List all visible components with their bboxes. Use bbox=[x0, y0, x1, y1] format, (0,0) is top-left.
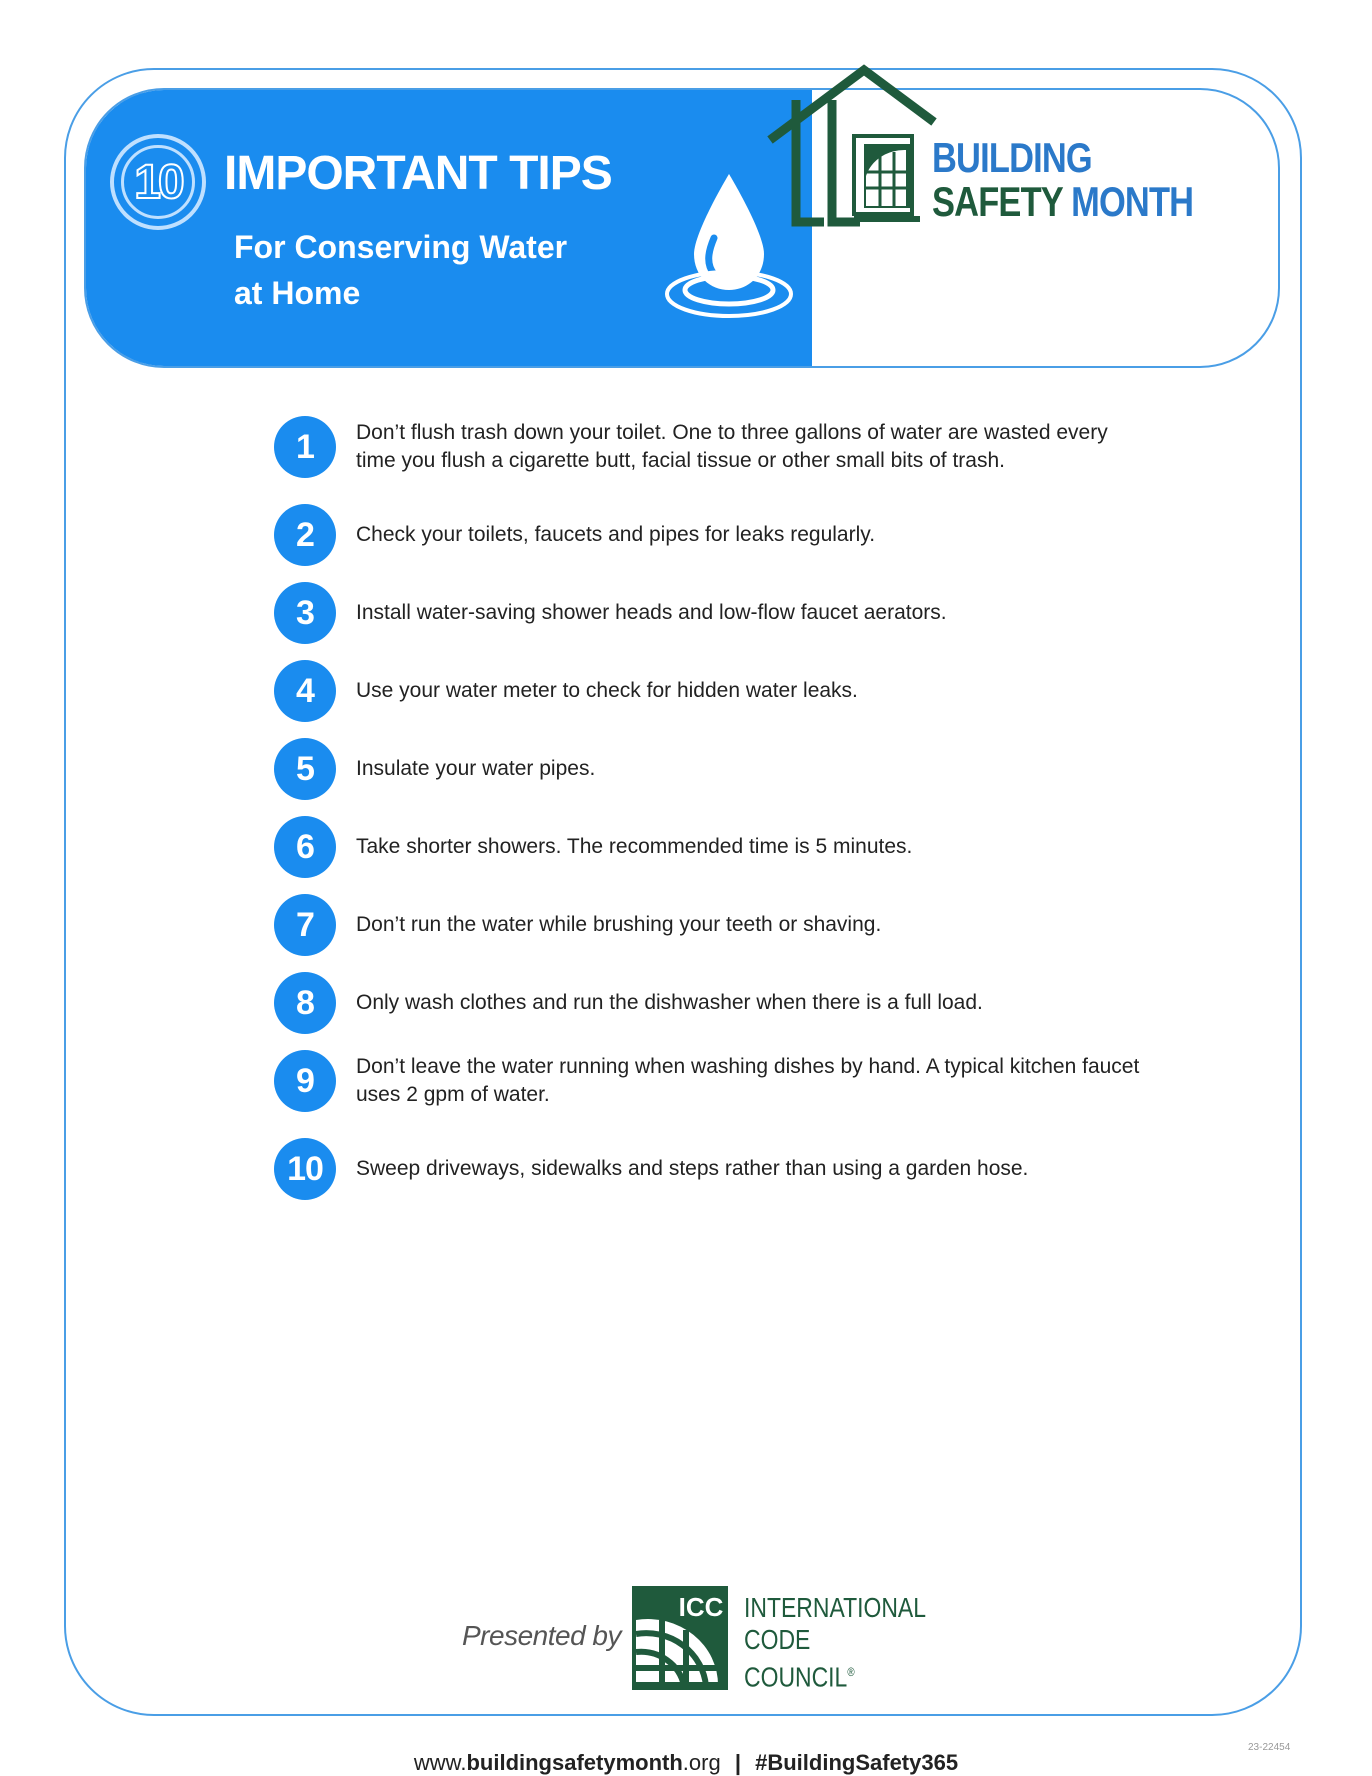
tip-number-badge: 10 bbox=[274, 1138, 336, 1200]
icc-wordmark bbox=[744, 1592, 926, 1693]
tip-text: Only wash clothes and run the dishwasher when there is a full load. bbox=[356, 991, 983, 1014]
tip-text: Take shorter showers. The recommended time is 5 minutes. bbox=[356, 835, 913, 858]
tip-number-badge: 4 bbox=[274, 660, 336, 722]
document-number: 23-22454 bbox=[1248, 1742, 1291, 1753]
tip-item bbox=[274, 738, 1174, 816]
tip-text: Use your water meter to check for hidden water leaks. bbox=[356, 679, 858, 702]
tip-text: Don’t run the water while brushing your teeth or shaving. bbox=[356, 913, 882, 936]
tip-number-badge: 5 bbox=[274, 738, 336, 800]
icc-line-international: INTERNATIONAL bbox=[744, 1592, 927, 1623]
subtitle-line-1: For Conserving Water bbox=[234, 229, 568, 265]
footer bbox=[0, 1750, 1372, 1776]
tip-item bbox=[274, 1138, 1174, 1216]
tip-number-badge: 3 bbox=[274, 582, 336, 644]
page-title: IMPORTANT TIPS bbox=[224, 147, 612, 200]
ten-badge bbox=[110, 134, 206, 230]
footer-url-tld: .org bbox=[682, 1750, 721, 1775]
logo-line-safety-month bbox=[932, 180, 1193, 224]
icc-abbr-text: ICC bbox=[678, 1592, 724, 1622]
tip-number-badge: 2 bbox=[274, 504, 336, 566]
footer-url-www: www. bbox=[413, 1750, 467, 1775]
header-blue-panel bbox=[86, 90, 812, 366]
tips-list bbox=[274, 416, 1174, 1216]
logo-line-building: BUILDING bbox=[932, 134, 1092, 181]
footer-separator: | bbox=[734, 1750, 741, 1775]
tip-text: Don’t leave the water running when washing dishes by hand. A typical kitchen faucet uses 2 gpm of water. bbox=[356, 1055, 1140, 1106]
tip-item bbox=[274, 582, 1174, 660]
icc-council-word: COUNCIL bbox=[744, 1661, 848, 1693]
tip-text: Sweep driveways, sidewalks and steps rather than using a garden hose. bbox=[356, 1157, 1029, 1180]
logo-wordmark bbox=[932, 136, 1193, 224]
tip-text: Don’t flush trash down your toilet. One to three gallons of water are wasted every time you flush a cigarette butt, facial tissue or other small bits of trash. bbox=[356, 421, 1108, 472]
badge-number: 10 bbox=[121, 145, 195, 219]
icc-line-council bbox=[744, 1656, 926, 1693]
icc-globe-logo bbox=[632, 1586, 728, 1690]
subtitle-line-2: at Home bbox=[234, 275, 361, 311]
registered-mark: ® bbox=[847, 1665, 855, 1679]
presented-by-label: Presented by bbox=[462, 1620, 621, 1651]
tip-item bbox=[274, 504, 1174, 582]
tip-text: Install water-saving shower heads and low-flow faucet aerators. bbox=[356, 601, 947, 624]
tip-item bbox=[274, 660, 1174, 738]
tip-item bbox=[274, 894, 1174, 972]
tip-item bbox=[274, 816, 1174, 894]
tip-item bbox=[274, 1050, 1174, 1138]
tip-text: Check your toilets, faucets and pipes for leaks regularly. bbox=[356, 523, 876, 546]
page-subtitle bbox=[234, 224, 594, 316]
tip-number-badge: 8 bbox=[274, 972, 336, 1034]
footer-hashtag[interactable]: #BuildingSafety365 bbox=[755, 1750, 959, 1775]
tip-item bbox=[274, 416, 1174, 504]
tip-number-badge: 6 bbox=[274, 816, 336, 878]
footer-url[interactable] bbox=[414, 1750, 721, 1775]
icc-line-code: CODE bbox=[744, 1624, 811, 1655]
tip-number-badge: 7 bbox=[274, 894, 336, 956]
logo-word-month: MONTH bbox=[1071, 178, 1194, 225]
tip-number-badge: 1 bbox=[274, 416, 336, 478]
logo-word-safety: SAFETY bbox=[932, 178, 1063, 225]
tip-number-badge: 9 bbox=[274, 1050, 336, 1112]
tip-item bbox=[274, 972, 1174, 1050]
footer-url-domain: buildingsafetymonth bbox=[466, 1750, 683, 1775]
tip-text: Insulate your water pipes. bbox=[356, 757, 596, 780]
